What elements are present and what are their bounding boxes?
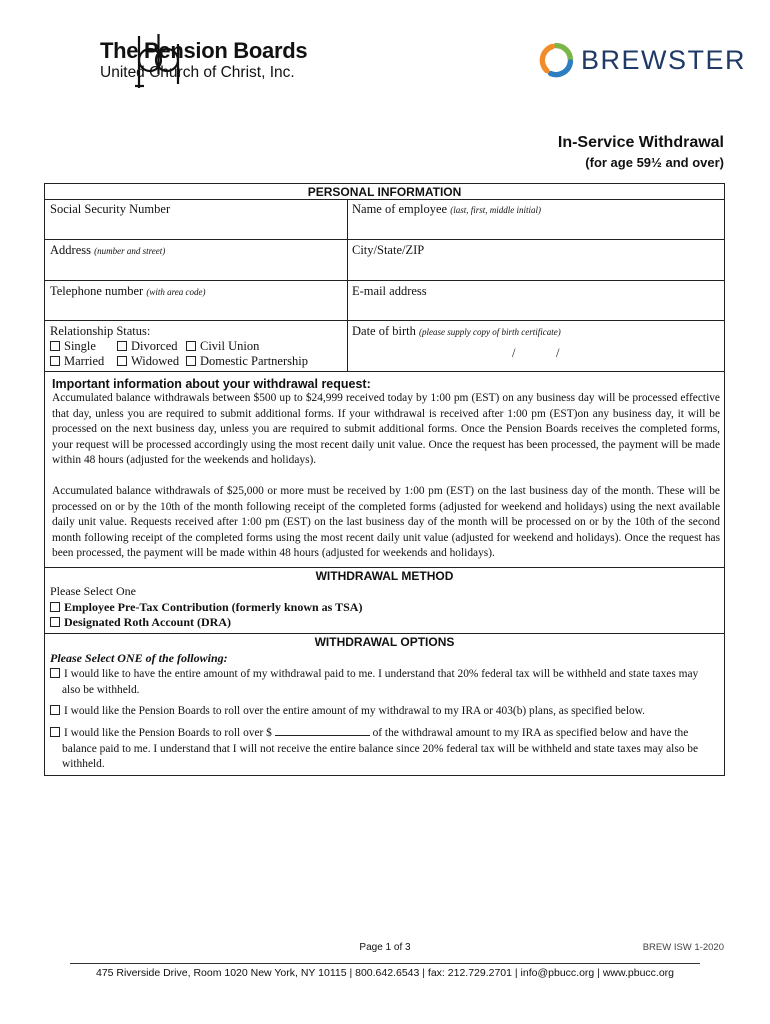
checkbox-icon <box>50 705 60 715</box>
divider <box>44 280 725 281</box>
address-field[interactable] <box>50 243 165 258</box>
employee-name-field[interactable] <box>352 202 541 217</box>
checkbox-icon <box>186 356 196 366</box>
withdrawal-option-2[interactable] <box>50 704 715 720</box>
options-prompt: Please Select ONE of the following: <box>50 651 228 665</box>
info-paragraph-1: Accumulated balance withdrawals between $500 up to $24,999 received today by 1:00 pm (EST) on any business day will be processed effective that day, unless you are required to submit additional forms. If your withdrawal is received after 1:00 pm (EST)on any business day, it will be processed on the next business day, unless you are required to submit additional forms. Once the Pension Boards receives the completed forms, your request will be processed accordingly using the most recent daily unit value. Once the request has been processed, the payment will be made within 48 hours (adjusted for the weekends and holidays). <box>52 392 720 467</box>
form-title: In-Service Withdrawal <box>557 134 724 151</box>
column-divider <box>347 199 348 371</box>
employee-name-label: Name of employee <box>352 202 448 216</box>
dob-separator: / <box>556 346 560 360</box>
rel-option-domestic-partnership[interactable] <box>186 354 308 369</box>
form-code: BREW ISW 1-2020 <box>642 942 724 953</box>
telephone-label: Telephone number <box>50 284 144 298</box>
brand-name: BREWSTER <box>581 45 747 75</box>
option-1-text: I would like to have the entire amount of my withdrawal paid to me. I understand that 20% federal tax will be withheld and state taxes may also be withheld. <box>62 668 699 696</box>
form-subtitle: (for age 59½ and over) <box>585 155 724 170</box>
withdrawal-method-heading: WITHDRAWAL METHOD <box>315 569 454 583</box>
address-label: Address <box>50 243 91 257</box>
dob-separator: / <box>512 346 516 360</box>
dob-hint: (please supply copy of birth certificate) <box>419 327 561 337</box>
checkbox-icon <box>117 341 127 351</box>
withdrawal-option-3[interactable] <box>50 725 715 773</box>
employee-name-hint: (last, first, middle initial) <box>450 205 541 215</box>
divider <box>44 567 725 568</box>
rollover-amount-field[interactable] <box>275 725 370 736</box>
rel-option-divorced[interactable] <box>117 339 178 354</box>
page-number: Page 1 of 3 <box>359 942 411 953</box>
ssn-field[interactable] <box>50 202 170 217</box>
divider <box>44 320 725 321</box>
relationship-status-label: Relationship Status: <box>50 324 151 338</box>
info-heading: Important information about your withdrawal request: <box>52 377 371 391</box>
method-prompt: Please Select One <box>50 584 136 598</box>
checkbox-icon <box>50 668 60 678</box>
option-2-text: I would like the Pension Boards to roll over the entire amount of my withdrawal to my IRA or 403(b) plans, as specified below. <box>64 705 646 717</box>
checkbox-icon <box>50 341 60 351</box>
method-option-roth[interactable] <box>50 615 231 630</box>
checkbox-icon <box>186 341 196 351</box>
email-field[interactable] <box>352 284 427 299</box>
withdrawal-options-heading: WITHDRAWAL OPTIONS <box>314 635 455 649</box>
org-subtitle: United Church of Christ, Inc. <box>100 64 295 81</box>
divider <box>44 239 725 240</box>
rel-option-label: Single <box>64 339 96 353</box>
telephone-hint: (with area code) <box>146 287 206 297</box>
divider <box>44 633 725 634</box>
rel-option-label: Widowed <box>131 354 180 368</box>
brewster-logo-icon <box>536 42 576 78</box>
rel-option-label: Married <box>64 354 105 368</box>
method-option-pretax[interactable] <box>50 600 362 615</box>
address-hint: (number and street) <box>94 246 166 256</box>
method-option-label: Employee Pre-Tax Contribution (formerly known as TSA) <box>64 600 363 614</box>
rel-option-label: Civil Union <box>200 339 260 353</box>
rel-option-single[interactable] <box>50 339 96 354</box>
option-3-text-b: of the withdrawal amount to my IRA as specified below and have the balance paid to me. I understand that I will not receive the entire balance since 20% federal tax will be withheld and state taxes may also be withheld. <box>62 727 699 771</box>
rel-option-married[interactable] <box>50 354 104 369</box>
checkbox-icon <box>50 356 60 366</box>
method-option-label: Designated Roth Account (DRA) <box>64 615 231 629</box>
divider <box>44 199 725 200</box>
checkbox-icon <box>117 356 127 366</box>
rel-option-label: Divorced <box>131 339 178 353</box>
telephone-field[interactable] <box>50 284 205 299</box>
rel-option-civil-union[interactable] <box>186 339 259 354</box>
footer-divider <box>70 963 700 964</box>
org-name: The Pension Boards <box>100 38 308 63</box>
rel-option-widowed[interactable] <box>117 354 179 369</box>
checkbox-icon <box>50 727 60 737</box>
rel-option-label: Domestic Partnership <box>200 354 308 368</box>
personal-info-heading: PERSONAL INFORMATION <box>307 185 462 199</box>
city-state-zip-label: City/State/ZIP <box>352 243 425 257</box>
ssn-label: Social Security Number <box>50 202 171 216</box>
dob-field[interactable] <box>352 324 561 339</box>
city-state-zip-field[interactable] <box>352 243 424 258</box>
info-paragraph-2: Accumulated balance withdrawals of $25,000 or more must be received by 1:00 pm (EST) on the last business day of the month. These will be processed on or by the 10th of the month following receipt of the completed forms (adjusted for weekend and holidays) using the next available daily unit value. Requests received after 1:00 pm (EST) on the last business day of the month will be processed on or by the 10th of the second month following receipt of the completed forms using the most recent daily unit value (adjusted for weekend and holidays). Once the request has been processed, the payment will be made within 48 hours (adjusted for weekends and holidays). <box>52 485 720 560</box>
footer-address: 475 Riverside Drive, Room 1020 New York, NY 10115 | 800.642.6543 | fax: 212.729.2701 | info@pbucc.org | www.pbucc.org <box>95 967 675 979</box>
option-3-text-a: I would like the Pension Boards to roll over $ <box>64 727 272 739</box>
checkbox-icon <box>50 602 60 612</box>
withdrawal-option-1[interactable] <box>50 667 715 698</box>
email-label: E-mail address <box>352 284 427 298</box>
divider <box>44 371 725 372</box>
checkbox-icon <box>50 617 60 627</box>
dob-label: Date of birth <box>352 324 416 338</box>
